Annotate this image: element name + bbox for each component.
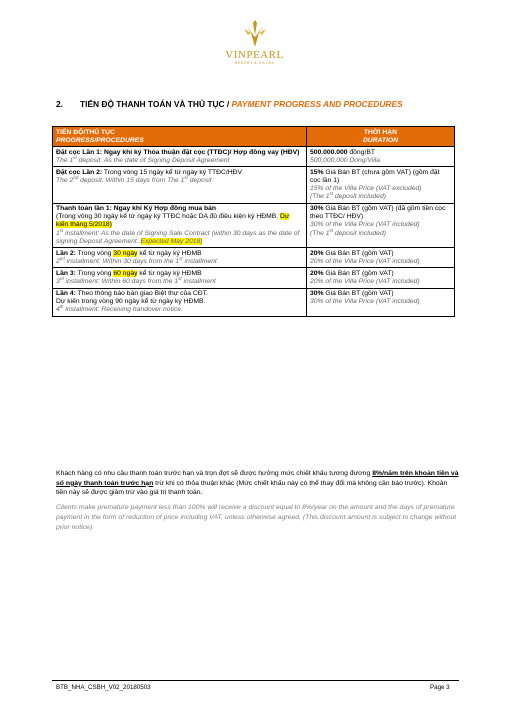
- row-3-duration-en-2b: deposit included): [333, 229, 386, 237]
- note-vi-a: Khách hàng có nhu cầu thanh toán trước hạn và trọn đợt sẽ được hưởng mức chiết khấu tương đương: [56, 470, 373, 477]
- row-2-duration-en-2a: (The 1: [310, 193, 330, 201]
- row-1-en-a: The 1: [56, 156, 74, 164]
- row-2-en-sup2: st: [184, 174, 188, 180]
- row-3-en-highlight: Expected May 2018): [140, 237, 203, 245]
- row-3-desc: (Trong vòng 30 ngày kể từ ngày ký TTĐC hoặc DA đủ điều kiện ký HĐMB.: [56, 213, 280, 221]
- row-5-desc-a: Trong vòng: [75, 269, 114, 277]
- row-6-percent: 30%: [310, 290, 324, 298]
- row-2-amount-desc: Giá Bán BT (chưa gồm VAT) (gồm đặt cọc lần 1): [310, 168, 440, 184]
- row-6-duration: [307, 288, 455, 316]
- note-vi: [56, 469, 459, 498]
- row-4-en-sup2: st: [179, 255, 183, 261]
- table-row: [53, 167, 455, 203]
- row-1-en: [56, 154, 303, 165]
- row-2-en: [56, 174, 303, 185]
- row-4-procedure: [53, 248, 307, 268]
- row-1-amount-unit: đồng/BT: [347, 148, 375, 156]
- row-2-duration-en-2: [310, 190, 451, 201]
- row-5-en-sup2: st: [178, 275, 182, 281]
- row-3-title: Thanh toán lần 1: Ngay khi Ký Hợp đồng mua bán: [56, 205, 217, 213]
- row-5-duration: [307, 268, 455, 288]
- row-1-duration-en: 500,000,000 Dong/Villa: [310, 156, 381, 164]
- note-vi-bold: 8%/năm trên khoản tiền và số ngày thanh toán trước hạn: [56, 470, 459, 487]
- row-6-en-b: installment: Receiving handover notice.: [63, 306, 183, 314]
- header-progress-en: PROGRESS/PROCEDURES: [56, 136, 144, 144]
- row-1-title: Đặt cọc Lần 1: Ngay khi ký Thỏa thuận đặt cọc (TTĐC)/ Hợp đồng vay (HĐV): [56, 148, 300, 156]
- row-6-en: [56, 306, 303, 314]
- row-4-desc-b: kể từ ngày ký HĐMB: [137, 249, 202, 257]
- row-5-en-b: installment: Within 60 days from the 1: [63, 278, 179, 285]
- row-2-desc: Trong vòng 15 ngày kể từ ngày ký TTĐC/HĐV: [102, 168, 242, 176]
- early-payment-notes: [56, 469, 459, 532]
- row-3-text: [56, 213, 303, 229]
- row-3-en-a: 1: [56, 229, 60, 237]
- row-1-duration: [307, 147, 455, 167]
- row-2-duration-en-2b: deposit included): [333, 193, 386, 201]
- row-3-en: [56, 227, 303, 246]
- row-3-amount: [310, 205, 451, 221]
- row-2-en-a: The 2: [56, 176, 74, 184]
- table-row: [53, 203, 455, 247]
- row-4-en-a: 2: [56, 257, 60, 265]
- row-5-amount-desc: Giá Bán BT (gồm VAT): [323, 269, 394, 277]
- footer-page-number: Page 3: [430, 684, 450, 691]
- row-4-amount-desc: Giá Bán BT (gồm VAT): [323, 249, 394, 257]
- table-row: [53, 268, 455, 288]
- row-5-desc-b: kể từ ngày ký HĐMB: [137, 269, 202, 277]
- row-6-desc-a: Theo thông báo bàn giao Biệt thự của CĐT.: [75, 290, 208, 298]
- note-en: Clients make premature payment less than 100% will receive a discount equal to 8%/year on the amount and the days of premature payment in the form of reduction of price including VAT, unless otherwise agreed. (This discount amount is subject to change without prior notice).: [56, 504, 457, 531]
- row-5-percent: 20%: [310, 269, 324, 277]
- header-duration-en: DURATION: [362, 136, 399, 144]
- section-title-en: PAYMENT PROGRESS AND PROCEDURES: [231, 99, 403, 109]
- row-5-amount: [310, 270, 451, 278]
- row-4-title: Lần 2:: [56, 249, 76, 257]
- row-2-duration-en-1: 15% of the Villa Price (VAT excluded): [310, 185, 422, 193]
- row-6-amount-desc: Giá Bán BT (gồm VAT): [323, 290, 394, 298]
- row-3-percent: 30%: [310, 205, 324, 213]
- row-4-amount: [310, 250, 451, 258]
- row-5-duration-en: 20% of the Villa Price (VAT included): [310, 278, 420, 285]
- header-progress-vi: TIẾN ĐỘ/THỦ TỤC: [56, 128, 115, 136]
- row-3-procedure: [53, 203, 307, 247]
- row-3-en-sup: st: [59, 227, 64, 233]
- row-3-duration-en-1: 30% of the Villa Price (VAT included): [310, 221, 420, 229]
- row-1-en-sup: st: [73, 154, 77, 160]
- table-row: [53, 248, 455, 268]
- brand-name: VINPEARL: [225, 49, 284, 61]
- row-3-duration: [307, 203, 455, 247]
- header-duration-vi: THỜI HẠN: [363, 128, 398, 136]
- row-6-procedure: [53, 288, 307, 316]
- row-1-amount-value: 500.000.000: [310, 148, 348, 156]
- row-5-procedure: [53, 268, 307, 288]
- row-3-duration-en-2sup: st: [329, 227, 334, 233]
- note-vi-b: trừ khi có thỏa thuận khác (Mức chiết khấu này có thể thay đổi mà không cần báo trước). Khoản tiền này sẽ được giảm trừ vào giá trị thanh toán.: [56, 479, 448, 497]
- row-5-en-sup: rd: [59, 275, 64, 281]
- row-6-en-a: 4: [56, 306, 60, 314]
- row-2-text: [56, 169, 303, 177]
- section-heading: [56, 99, 403, 109]
- footer-divider: [52, 680, 459, 681]
- row-4-en: [56, 255, 303, 266]
- row-3-duration-en-2a: (The 1: [310, 229, 330, 237]
- row-3-highlight: Dự kiến tháng 5/2018): [56, 213, 290, 229]
- row-4-percent: 20%: [310, 249, 324, 257]
- row-1-procedure: [53, 147, 307, 167]
- row-6-desc-b: Dự kiến trong vòng 90 ngày kể từ ngày ký HĐMB.: [56, 298, 206, 306]
- table-header-row: [53, 127, 455, 147]
- row-5-highlight: 60 ngày: [113, 269, 138, 277]
- row-2-procedure: [53, 167, 307, 203]
- row-6-amount: [310, 290, 451, 298]
- row-1-amount: [310, 149, 451, 157]
- row-3-amount-desc: Giá Bán BT (gồm VAT) (đã gồm tiền cọc theo TTĐC/ HĐV): [310, 205, 446, 221]
- row-4-duration: [307, 248, 455, 268]
- footer-doc-code: BTB_NHA_CSBH_V02_20180503: [56, 684, 151, 691]
- row-2-duration-en-2sup: st: [329, 190, 334, 196]
- payment-schedule-table: [52, 126, 455, 317]
- row-2-percent: 15%: [310, 168, 324, 176]
- row-5-en-c: installment: [181, 278, 216, 285]
- row-4-duration-en: 20% of the Villa Price (VAT included): [310, 257, 420, 265]
- table-row: [53, 288, 455, 316]
- row-2-en-sup: nd: [73, 174, 79, 180]
- row-3-duration-en-2: [310, 227, 451, 238]
- brand-tagline: RESORT & VILLAS: [234, 61, 275, 65]
- row-4-en-sup: nd: [59, 255, 65, 261]
- row-2-en-c: deposit: [187, 176, 212, 184]
- row-6-en-sup: th: [59, 304, 64, 310]
- table-row: [53, 147, 455, 167]
- header-duration: [307, 127, 455, 147]
- row-5-title: Lần 3:: [56, 269, 76, 277]
- row-5-en-a: 3: [56, 278, 60, 285]
- row-6-title: Lần 4:: [56, 290, 76, 298]
- row-5-en: [56, 275, 303, 286]
- row-2-title: Đặt cọc Lần 2:: [56, 168, 103, 176]
- section-title-vi: TIẾN ĐỘ THANH TOÁN VÀ THỦ TỤC /: [80, 99, 232, 109]
- row-4-highlight: 30 ngày: [113, 249, 138, 257]
- section-number: 2.: [56, 99, 63, 109]
- row-4-en-b: installment: Within 30 days from the 1: [64, 257, 180, 265]
- row-6-text: [56, 290, 303, 298]
- row-4-desc-a: Trong vòng: [75, 249, 114, 257]
- row-2-amount: [310, 169, 451, 185]
- row-3-en-b: installment: As the date of Signing Sale Contract (within 30 days as the date of signing Deposit Agreement.: [56, 229, 300, 245]
- row-2-en-b: deposit: Within 15 days from The 1: [78, 176, 185, 184]
- row-6-duration-en: 30% of the Villa Price (VAT included): [310, 298, 420, 306]
- row-1-en-b: deposit: As the date of Signing Deposit Agreement: [76, 156, 230, 164]
- header-progress: [53, 127, 307, 147]
- row-2-duration: [307, 167, 455, 203]
- row-4-en-c: installment: [182, 257, 217, 265]
- vinpearl-emblem-icon: [242, 20, 268, 48]
- vinpearl-logo: [0, 20, 509, 65]
